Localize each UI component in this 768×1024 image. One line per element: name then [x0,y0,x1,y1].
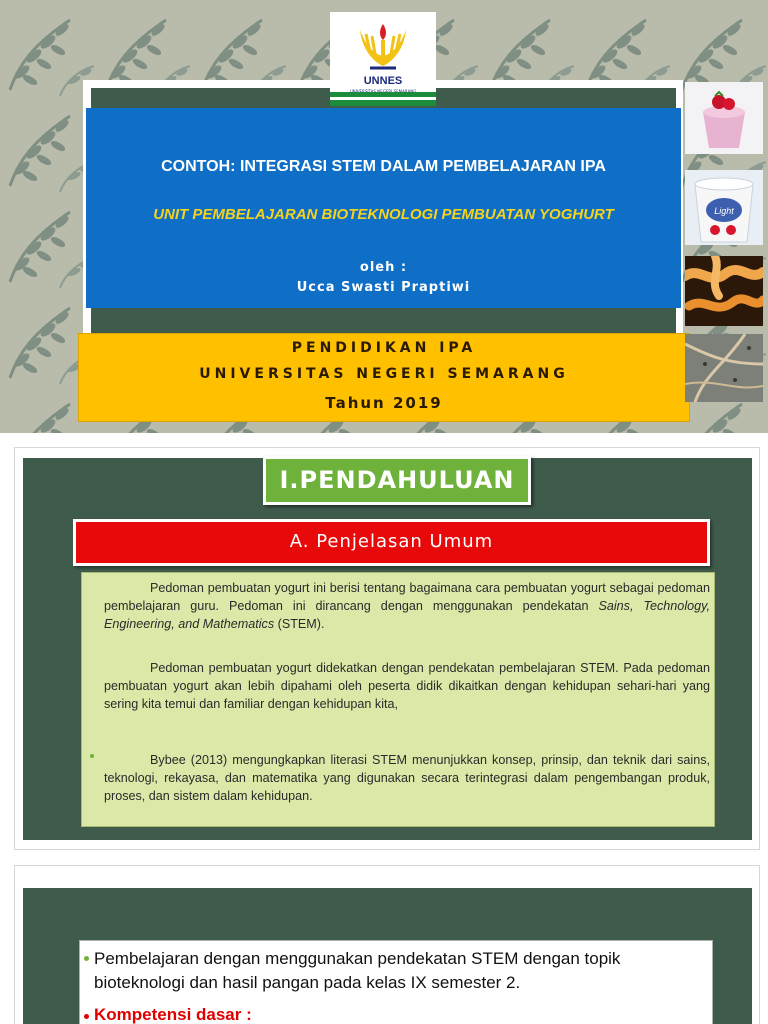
institution-box [78,333,690,422]
svg-text:Light: Light [714,206,734,216]
logo-green-stripe [330,92,436,106]
paragraph-2 [104,659,710,713]
section-title: I.PENDAHULUAN [263,456,531,505]
paragraph-3-text: Bybee (2013) mengungkapkan literasi STEM menunjukkan konsep, prinsip, dan teknik dari sains, teknologi, rekayasa, dan matematika yang digunakan secara terintegrasi dalam pengembangan produk, proses, dan sistem dalam kehidupan. [104,753,710,803]
bullet-1-text: Pembelajaran dengan menggunakan pendekatan STEM dengan topik bioteknologi dan hasil pangan pada kelas IX semester 2. [94,949,621,992]
slide-title: CONTOH: INTEGRASI STEM DALAM PEMBELAJARAN IPA [161,158,606,175]
yogurt-cup-image [685,170,763,245]
strawberry-yogurt-image [685,82,763,154]
author-name: Ucca Swasti Praptiwi [296,280,471,295]
paragraph-1-italic: Sains, Technology, Engineering, and Mathematics [104,599,710,631]
paragraph-2-text: Pedoman pembuatan yogurt didekatkan dengan pendekatan pembelajaran STEM. Pada pedoman pembuatan yogurt akan lebih dipahami oleh peserta didik dikaitkan dengan kehidupan sehari-hari yang sering kita temui dan familiar dengan kehidupan kita, [104,661,710,711]
paragraph-1 [104,579,710,633]
by-label: oleh : [359,260,408,275]
paragraph-1-text: Pedoman pembuatan yogurt ini berisi tentang bagaimana cara pembuatan yogurt sebagai pedoman pembelajaran guru. Pedoman ini dirancang dengan menggunakan pendekatan [104,581,710,613]
institution-line-1: PENDIDIKAN IPA [291,340,477,356]
subsection-title: A. Penjelasan Umum [73,519,710,566]
bullet-2-text: Kompetensi dasar : [94,1005,252,1024]
learning-slide [14,865,760,1024]
title-slide [0,0,768,433]
bacteria-micrograph-image [685,256,763,326]
unnes-logo [330,12,436,106]
title-box [86,108,681,308]
logo-title: UNNES [363,75,403,87]
bullet-icon [90,754,94,758]
institution-line-2: UNIVERSITAS NEGERI SEMARANG [199,366,569,382]
paragraph-1-end: (STEM). [274,617,325,631]
bullet-icon [84,956,89,961]
unnes-emblem-icon [330,16,436,78]
slide-subtitle: UNIT PEMBELAJARAN BIOTEKNOLOGI PEMBUATAN YOGHURT [153,206,614,223]
introduction-slide [14,447,760,850]
explanation-box [81,572,715,827]
paragraph-3 [104,751,710,805]
bullet-icon [84,1014,89,1019]
institution-year: Tahun 2019 [325,394,443,412]
content-box [79,940,713,1024]
fungi-micrograph-image [685,334,763,402]
